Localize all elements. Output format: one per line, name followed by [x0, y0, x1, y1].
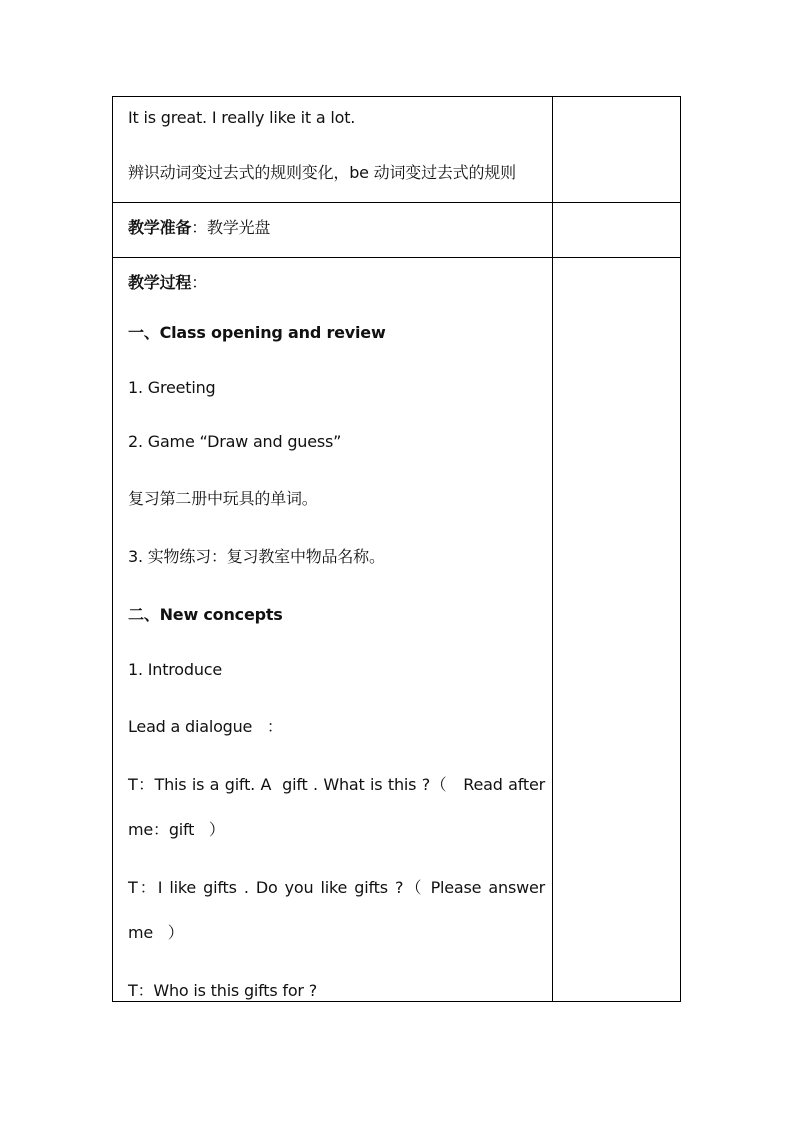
process-heading-colon: ：: [191, 273, 208, 292]
notes-cell: [553, 258, 681, 1002]
list-item: 2. Game “Draw and guess”: [128, 432, 342, 451]
content-cell: [113, 203, 553, 258]
dialogue-line: T：I like gifts . Do you like gifts ?（ Please answer: [128, 878, 545, 897]
content-cell: [113, 258, 553, 1002]
objective-sentence: It is great. I really like it a lot.: [128, 108, 356, 127]
dialogue-line: T：This is a gift. A gift . What is this ?（ Read after: [128, 775, 545, 794]
content-cell: [113, 97, 553, 203]
notes-cell: [553, 203, 681, 258]
list-item: 1. Greeting: [128, 378, 216, 397]
grammar-objective: 辨识动词变过去式的规则变化，be 动词变过去式的规则: [128, 163, 516, 182]
preparation-value: 教学光盘: [207, 218, 271, 237]
list-item: 1. Introduce: [128, 660, 223, 679]
dialogue-line: me：gift ）: [128, 820, 225, 839]
cell-content: [113, 108, 552, 183]
dialogue-line: T：Who is this gifts for ?: [128, 981, 317, 1000]
cell-content: [113, 215, 552, 238]
process-heading: [128, 270, 545, 293]
list-item: 3. 实物练习：复习教室中物品名称。: [128, 547, 385, 566]
section-heading: 二、New concepts: [128, 605, 283, 624]
preparation-label: 教学准备: [128, 218, 192, 237]
preparation-colon: ：: [191, 218, 208, 237]
table-row: [113, 258, 681, 1002]
cell-content: [113, 270, 552, 1001]
teaching-preparation: [128, 215, 545, 238]
notes-cell: [553, 97, 681, 203]
process-heading-label: 教学过程: [128, 273, 192, 292]
table-row: [113, 97, 681, 203]
dialogue-intro: Lead a dialogue ：: [128, 717, 283, 736]
list-item-note: 复习第二册中玩具的单词。: [128, 489, 318, 508]
section-heading: 一、Class opening and review: [128, 323, 386, 342]
table-row: [113, 203, 681, 258]
lesson-plan-table: [112, 96, 681, 1002]
dialogue-line: me ）: [128, 923, 184, 942]
